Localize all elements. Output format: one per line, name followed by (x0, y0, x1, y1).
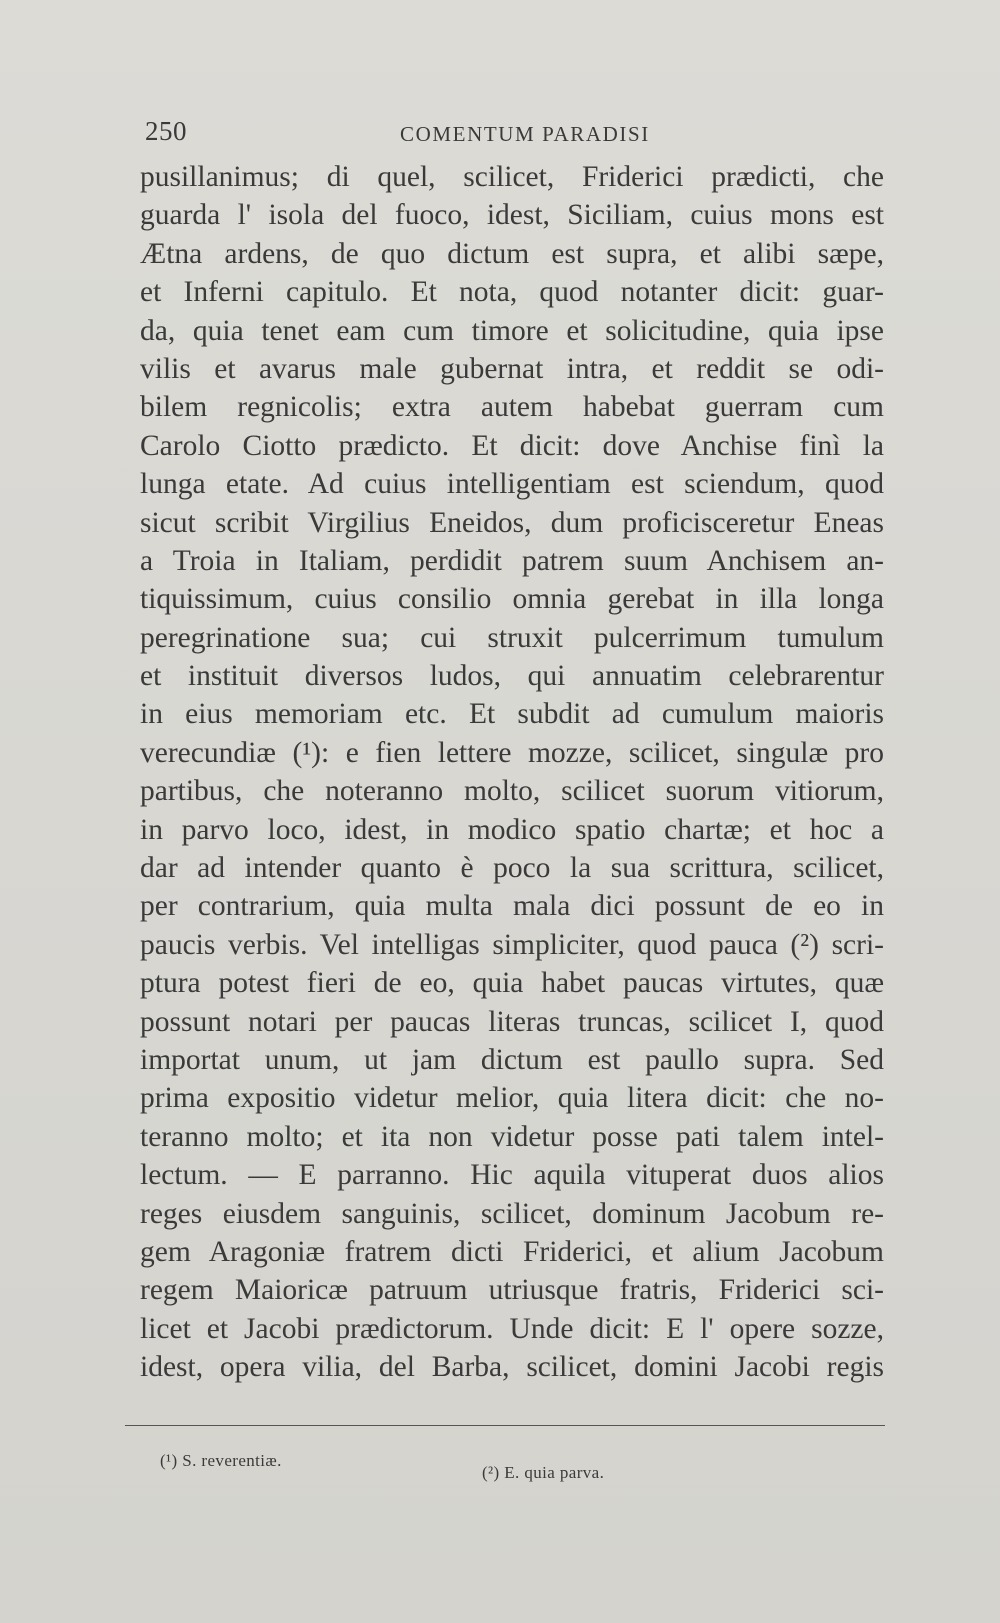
text-line: importat unum, ut jam dictum est paullo supra. Sed (140, 1043, 884, 1076)
text-line: verecundiæ (¹): e fien lettere mozze, scilicet, singulæ pro (140, 736, 884, 769)
text-line: ptura potest fieri de eo, quia habet paucas virtutes, quæ (140, 967, 884, 1000)
text-line: partibus, che noteranno molto, scilicet suorum vitiorum, (140, 775, 884, 808)
text-line: guarda l' isola del fuoco, idest, Siciliam, cuius mons est (140, 199, 884, 232)
text-line: bilem regnicolis; extra autem habebat guerram cum (140, 391, 884, 424)
text-line: teranno molto; et ita non videtur posse pati talem intel- (140, 1120, 884, 1153)
running-header (145, 116, 885, 156)
text-line: in eius memoriam etc. Et subdit ad cumulum maioris (140, 698, 884, 731)
footnote-1: (¹) S. reverentiæ. (160, 1451, 282, 1470)
text-line: sicut scribit Virgilius Eneidos, dum proficisceretur Eneas (140, 506, 884, 539)
text-line: a Troia in Italiam, perdidit patrem suum Anchisem an- (140, 544, 884, 577)
text-line: tiquissimum, cuius consilio omnia gerebat in illa longa (140, 583, 884, 616)
text-line: possunt notari per paucas literas truncas, scilicet I, quod (140, 1005, 884, 1038)
text-line: in parvo loco, idest, in modico spatio chartæ; et hoc a (140, 813, 884, 846)
text-line: paucis verbis. Vel intelligas simpliciter, quod pauca (²) scri- (140, 928, 884, 961)
text-line: vilis et avarus male gubernat intra, et reddit se odi- (140, 352, 884, 385)
text-line: et instituit diversos ludos, qui annuatim celebrarentur (140, 660, 884, 693)
text-line: da, quia tenet eam cum timore et solicitudine, quia ipse (140, 314, 884, 347)
text-line: pusillanimus; di quel, scilicet, Friderici prædicti, che (140, 161, 884, 193)
text-line: lunga etate. Ad cuius intelligentiam est sciendum, quod (140, 468, 884, 501)
text-line: per contrarium, quia multa mala dici possunt de eo in (140, 890, 884, 923)
running-title: COMENTUM PARADISI (400, 122, 650, 146)
footnote-2: (²) E. quia parva. (482, 1463, 605, 1482)
text-line: gem Aragoniæ fratrem dicti Friderici, et alium Jacobum (140, 1235, 884, 1268)
text-line: peregrinatione sua; cui struxit pulcerrimum tumulum (140, 621, 884, 654)
text-line: prima expositio videtur melior, quia litera dicit: che no- (140, 1082, 884, 1115)
footnotes (160, 1445, 880, 1485)
text-line: lectum. — E parranno. Hic aquila vituperat duos alios (140, 1159, 884, 1192)
text-line: dar ad intender quanto è poco la sua scrittura, scilicet, (140, 852, 884, 885)
text-line: licet et Jacobi prædictorum. Unde dicit: E l' opere sozze, (140, 1312, 884, 1345)
text-line: Ætna ardens, de quo dictum est supra, et alibi sæpe, (140, 237, 884, 270)
text-line: reges eiusdem sanguinis, scilicet, dominum Jacobum re- (140, 1197, 884, 1230)
footnote-divider (125, 1425, 885, 1426)
text-line: idest, opera vilia, del Barba, scilicet, domini Jacobi regis (140, 1351, 884, 1384)
text-line: et Inferni capitulo. Et nota, quod notanter dicit: guar- (140, 276, 884, 309)
body-text (140, 158, 884, 1387)
text-line: Carolo Ciotto prædicto. Et dicit: dove Anchise finì la (140, 429, 884, 462)
page-number: 250 (145, 116, 187, 146)
text-line: regem Maioricæ patruum utriusque fratris, Friderici sci- (140, 1274, 884, 1307)
